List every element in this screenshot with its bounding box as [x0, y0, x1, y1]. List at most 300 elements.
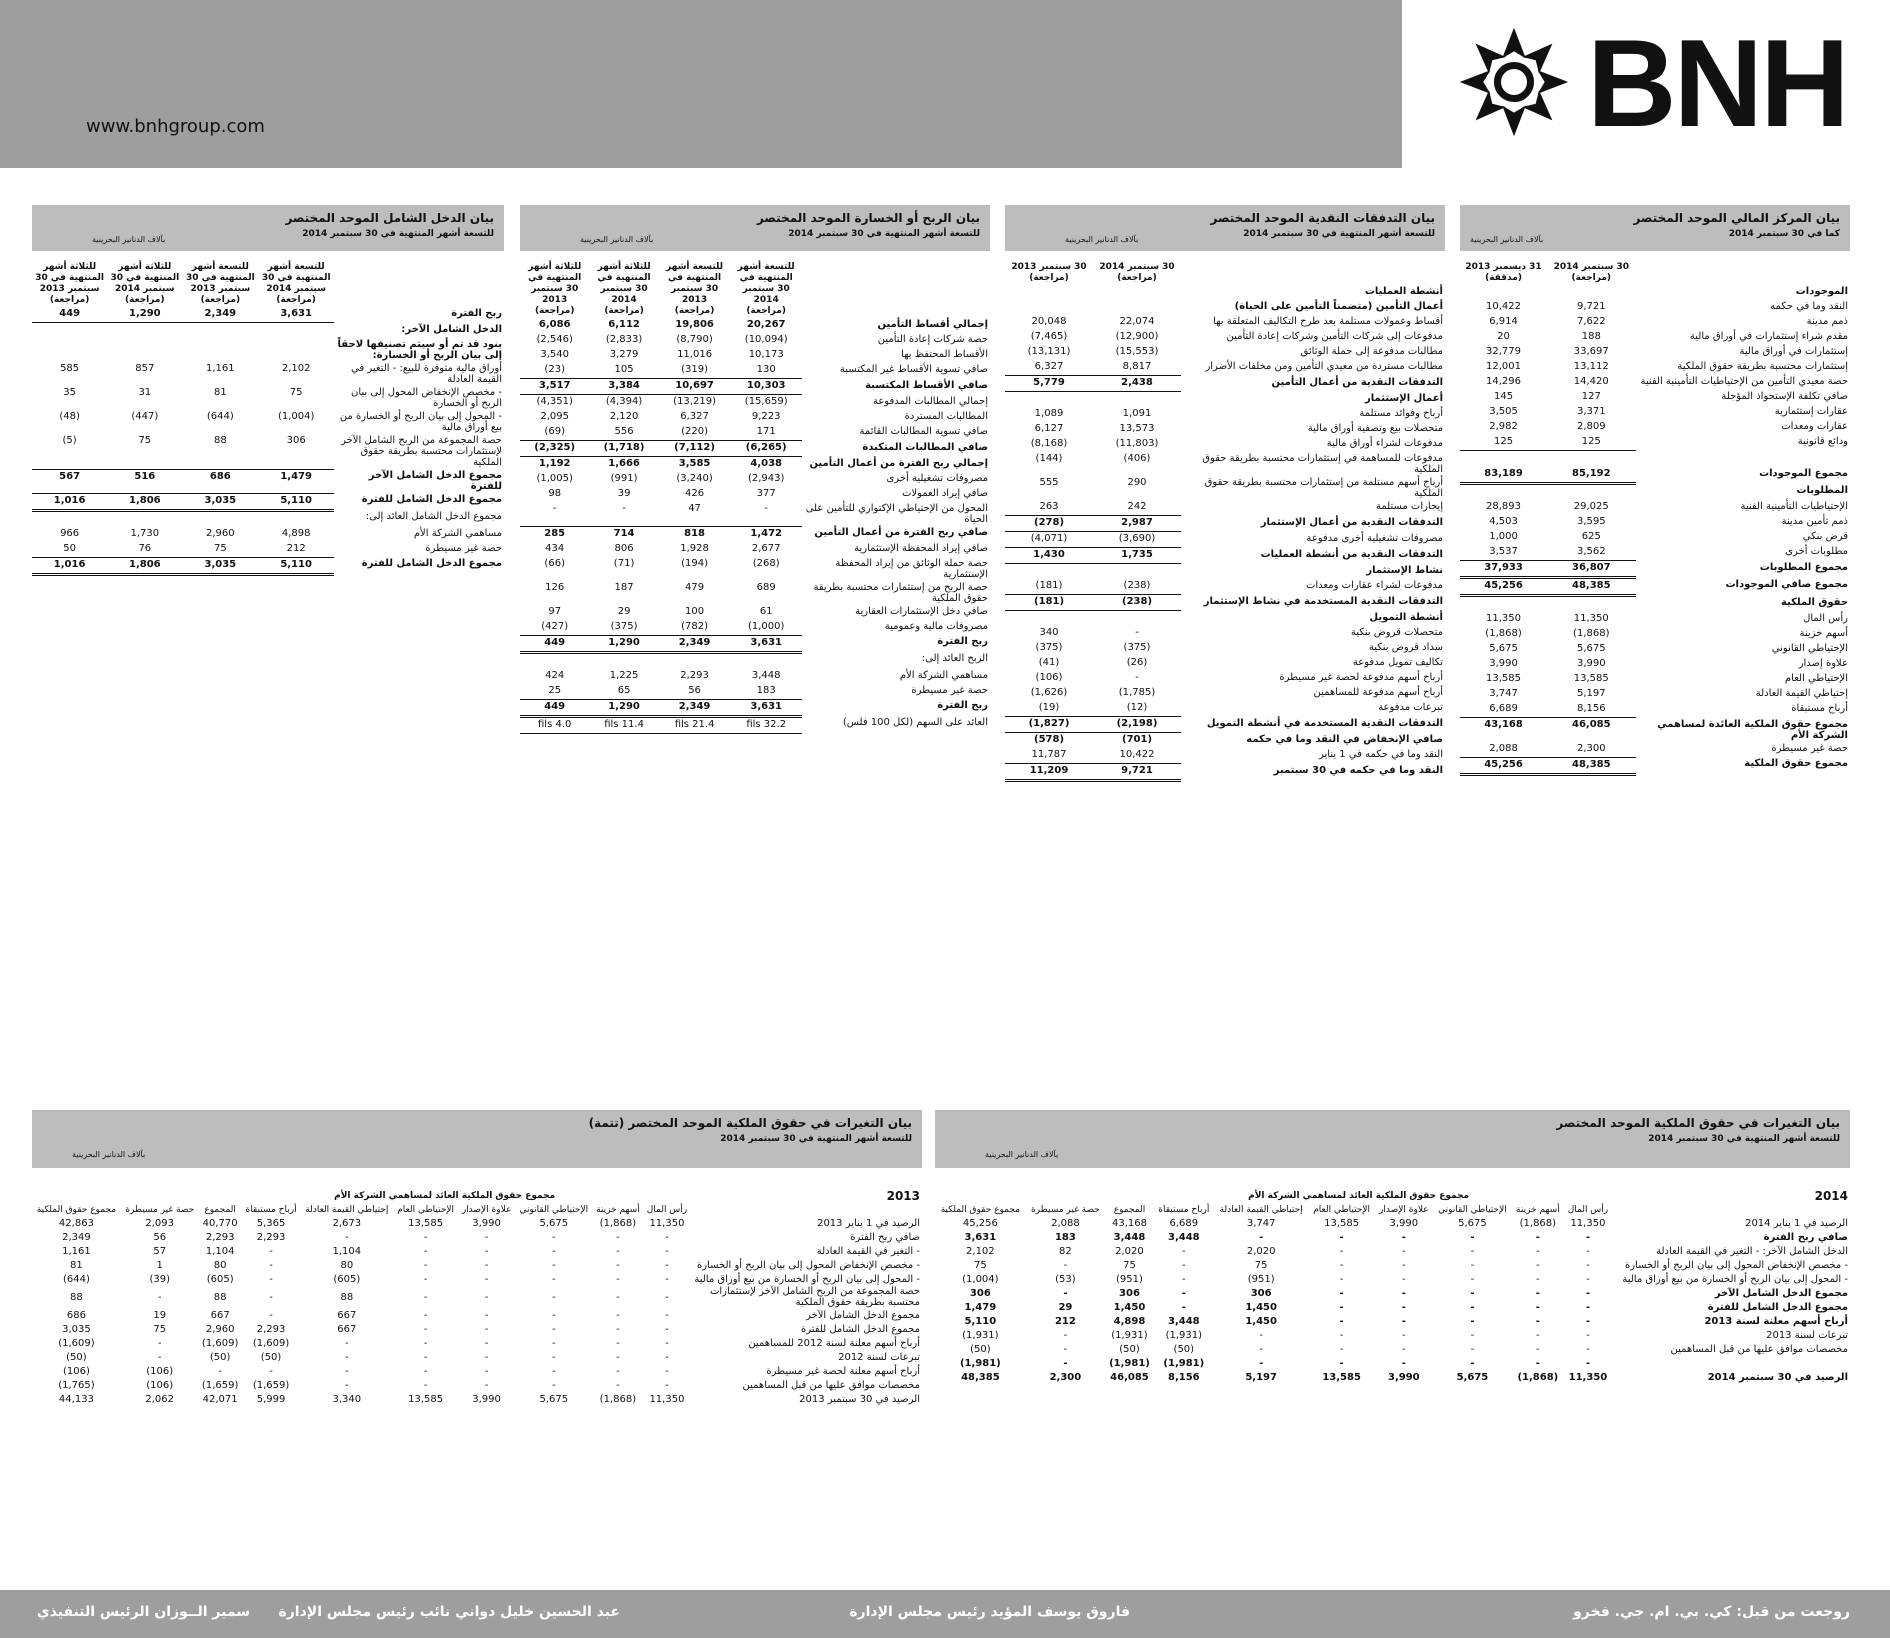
cell-value: 65 [589, 684, 658, 700]
cell-value: - [665, 1231, 669, 1243]
cell-value: - [1339, 1301, 1344, 1313]
cell-value: 82 [1059, 1245, 1072, 1257]
row-label: مجموع الدخل الشامل الآخر [806, 1309, 920, 1321]
row-label: قرض بنكي [1802, 531, 1848, 542]
cell-value [1547, 484, 1635, 501]
col-header: للثلاثة أشهر المنتهية في 30 سبتمبر 2014 (مراجعة) [110, 262, 180, 305]
cell-value: (4,071) [1005, 532, 1093, 548]
row-label: مدفوعات إلى شركات التأمين وشركات إعادة التأمين [1226, 331, 1443, 342]
cell-value: - [730, 502, 802, 526]
column-header: مجموع حقوق الملكية [36, 1205, 117, 1215]
cell-value: - [269, 1259, 273, 1271]
cell-value [1005, 611, 1093, 627]
cell-value: - [1339, 1329, 1344, 1341]
cell-value: 11,350 [1486, 613, 1522, 624]
table-row [520, 652, 990, 669]
row-label: مجموع الدخل الشامل الآخر [1714, 1287, 1848, 1299]
cell-value: 2,293 [256, 1323, 286, 1335]
cell-value: - [1135, 627, 1139, 638]
cell-value: 10,173 [748, 349, 784, 360]
cell-value: 426 [685, 488, 705, 499]
cell-value: 3,537 [1460, 545, 1547, 561]
cell-value: 555 [1039, 477, 1059, 488]
cell-value: 1,666 [608, 458, 640, 469]
group-header: مجموع حقوق الملكية العائد لمساهمي الشركة الأم [1248, 1191, 1470, 1201]
row-label: صافي دخل الإستثمارات العقارية [855, 605, 988, 617]
table-row [1005, 717, 1445, 733]
cell-value: 2,088 [1460, 742, 1547, 758]
row-label: حصة معيدي التأمين من الإحتياطيات التأمينية الفنية [1640, 376, 1848, 387]
cell-value: 1,735 [1093, 548, 1181, 564]
cell-value: (1,868) [1517, 1371, 1559, 1383]
cell-value: - [484, 1309, 489, 1321]
cell-value: - [1259, 1231, 1264, 1243]
balance-sheet-header [1460, 205, 1850, 251]
row-label: مصروفات تشغيلية أخرى مدفوعة [1306, 532, 1443, 544]
cell-value: - [616, 1309, 620, 1321]
cell-value: - [1402, 1273, 1406, 1285]
cell-value [107, 510, 182, 527]
column-header: المجموع [204, 1205, 236, 1215]
cell-value: (1,981) [1109, 1357, 1150, 1369]
cell-value: 2,960 [206, 527, 235, 539]
cell-value: 88 [340, 1291, 354, 1303]
cell-value: - [1585, 1315, 1591, 1327]
cell-value: 9,223 [751, 411, 781, 422]
cell-value: 11,350 [1573, 613, 1609, 624]
table-row [32, 1364, 922, 1378]
table-row [1005, 748, 1445, 764]
cell-value: - [484, 1245, 489, 1257]
cell-value: 1,479 [258, 469, 334, 493]
cell-value: 5,110 [964, 1315, 997, 1327]
cell-value: 2,438 [1093, 376, 1181, 392]
column-header: مجموع حقوق الملكية [940, 1205, 1020, 1215]
cell-value: 567 [32, 469, 107, 493]
table-row [32, 510, 504, 527]
cell-value: - [665, 1351, 669, 1363]
cell-value: (3,240) [676, 473, 713, 484]
cell-value: 1,161 [62, 1245, 91, 1257]
row-label: مطالبات مدفوعة إلى حملة الوثائق [1300, 346, 1443, 357]
row-label: صافي إيراد العمولات [901, 488, 988, 499]
cell-value: 187 [614, 581, 634, 593]
cell-value: - [616, 1259, 620, 1271]
ceo-signature: سمير الــوزان الرئيس التنفيذي [36, 1604, 250, 1620]
col-header: للتسعة أشهر المنتهية في 30 سبتمبر 2014 (مراجعة) [261, 262, 331, 305]
cell-value: - [484, 1291, 489, 1303]
col-header: 30 سبتمبر 2013 (مراجعة) [1011, 262, 1087, 283]
cell-value [1093, 611, 1181, 627]
cell-value: - [423, 1323, 428, 1335]
profit-loss-subtitle: للتسعة أشهر المنتهية في 30 سبتمبر 2014 [788, 229, 980, 239]
cell-value: 3,540 [540, 349, 570, 360]
cell-value: 3,384 [589, 379, 658, 395]
cell-value: (782) [659, 620, 731, 636]
cell-value: (1,868) [599, 1393, 637, 1405]
cell-value: 2,293 [680, 669, 709, 681]
cell-value: 11,350 [649, 1393, 685, 1405]
cell-value: 2,120 [609, 411, 639, 422]
row-label: أرباح أسهم معلنة لسنة 2012 للمساهمين [748, 1337, 920, 1349]
row-label: ذمم تأمين مدينة [1781, 516, 1848, 527]
cell-value: (375) [589, 620, 658, 636]
cell-value: - [423, 1337, 428, 1349]
cell-value: 3,990 [1489, 658, 1518, 669]
row-label: سداد قروض بنكية [1368, 642, 1443, 653]
row-label: إيجارات مستلمة [1375, 501, 1443, 512]
table-row [520, 716, 990, 733]
cell-value: - [345, 1231, 349, 1243]
cell-value: (644) [206, 411, 234, 422]
row-label: - المحول إلى بيان الربح أو الخسارة من بيع أوراق مالية [694, 1273, 920, 1285]
row-label: الموجودات [1795, 286, 1848, 297]
cell-value: 242 [1093, 500, 1181, 516]
cell-value: (8,790) [676, 334, 713, 345]
cell-value: 585 [60, 363, 80, 374]
cell-value: (2,546) [536, 334, 573, 345]
cell-value: 8,156 [1547, 702, 1635, 718]
cell-value: 46,085 [1571, 719, 1611, 730]
column-header: أسهم خزينة [1516, 1205, 1560, 1215]
row-label: التدفقات النقدية من أعمال التأمين [1271, 376, 1443, 388]
cell-value: - [1063, 1357, 1068, 1369]
cell-value: - [1401, 1231, 1406, 1243]
row-label: مطلوبات أخرى [1785, 546, 1848, 557]
row-label: بنود قد تم أو سيتم تصنيفها لاحقاً إلى بيان الربح أو الخسارة: [337, 339, 502, 361]
cell-value: - [589, 502, 658, 526]
cell-value: - [1401, 1287, 1406, 1299]
cell-value: 2,293 [256, 1231, 286, 1243]
cell-value [182, 510, 258, 527]
cell-value: 125 [1460, 435, 1547, 451]
table-row [520, 318, 990, 333]
cell-value: (1,931) [1111, 1329, 1148, 1341]
table-row [520, 502, 990, 526]
col-header: 30 سبتمبر 2014 (مراجعة) [1099, 262, 1175, 283]
cell-value: - [1063, 1329, 1068, 1341]
balance-sheet-subtitle: كما في 30 سبتمبر 2014 [1728, 229, 1840, 239]
cell-value: (1,004) [277, 411, 315, 422]
cell-value [1460, 451, 1547, 468]
cell-value: - [1181, 1287, 1186, 1299]
table-row [1460, 451, 1850, 468]
cell-value: (106) [62, 1365, 90, 1377]
cell-value: (427) [520, 620, 589, 636]
cell-value: (951) [1116, 1273, 1143, 1285]
cell-value: 19,806 [675, 319, 714, 330]
row-label: مدفوعات لشراء أوراق مالية [1326, 438, 1443, 449]
cell-value: - [665, 1365, 669, 1377]
cell-value: 516 [107, 469, 182, 493]
cell-value: 3,990 [1389, 1217, 1419, 1229]
bnh-logo [1455, 15, 1875, 153]
column-header: أسهم خزينة [596, 1205, 640, 1215]
cell-value: - [616, 1323, 620, 1335]
table-row [520, 620, 990, 636]
row-label: صافي ربح الفترة [1763, 1231, 1848, 1243]
equity-subtitle: للتسعة أشهر المنتهية في 30 سبتمبر 2014 [720, 1134, 912, 1144]
row-label: الرصيد في 30 سبتمبر 2014 [1707, 1371, 1848, 1383]
row-label: حصة المجموعة من الربح الشامل الآخر لإستثمارات محتسبة بطريقة حقوق الملكية [709, 1286, 920, 1308]
table-row [1460, 561, 1850, 578]
cell-value: 75 [153, 1323, 167, 1335]
equity-2013-table [32, 1188, 922, 1406]
table-row [1005, 500, 1445, 516]
cell-value [520, 652, 589, 669]
cell-value: 3,340 [332, 1393, 362, 1405]
cell-value: 4,898 [1113, 1315, 1146, 1327]
cell-value [1093, 564, 1181, 580]
cell-value: 4,898 [281, 527, 311, 539]
row-label: تبرعات مدفوعة [1378, 702, 1443, 713]
website-url[interactable]: www.bnhgroup.com [86, 116, 265, 137]
cell-value: 13,585 [1486, 673, 1522, 684]
table-row [32, 1322, 922, 1336]
table-row [520, 457, 990, 473]
row-label: متحصلات بيع وتصفية أوراق مالية [1307, 423, 1443, 434]
cell-value: - [551, 1245, 556, 1257]
row-label: مجموع حقوق الملكية العائدة لمساهمي الشركة الأم [1657, 718, 1848, 741]
cell-value: (1,827) [1005, 717, 1093, 733]
cell-value [1547, 596, 1635, 613]
cell-value: (1,659) [252, 1379, 290, 1391]
row-label: أرباح وفوائد مستلمة [1359, 408, 1443, 419]
cell-value: 88 [182, 434, 258, 469]
cell-value: - [1586, 1245, 1590, 1257]
cell-value: - [1339, 1273, 1344, 1285]
cell-value: (15,659) [744, 396, 788, 407]
row-label: صافي تسوية الأقساط غير المكتسبة [839, 364, 988, 375]
cell-value: 2,809 [1576, 421, 1606, 432]
cell-value: 39 [617, 488, 631, 499]
cell-value: - [1585, 1357, 1591, 1369]
row-label: التدفقات النقدية من أنشطة العمليات [1260, 548, 1443, 560]
cell-value [182, 338, 258, 362]
table-row [1460, 742, 1850, 758]
cell-value: 11,350 [1568, 1371, 1608, 1383]
cell-value: - [269, 1245, 273, 1257]
row-label: التدفقات النقدية المستخدمة في أنشطة التمويل [1206, 717, 1443, 729]
cell-value: - [1470, 1357, 1475, 1369]
cell-value: 1,290 [589, 699, 658, 716]
table-row [1005, 422, 1445, 437]
cell-value: (1,005) [536, 473, 573, 484]
cell-value: 14,420 [1573, 376, 1609, 387]
table-row [1460, 285, 1850, 300]
cell-value: - [1401, 1315, 1406, 1327]
cell-value: 3,517 [520, 379, 589, 395]
col-header: للتسعة أشهر المنتهية في 30 سبتمبر 2013 (مراجعة) [666, 262, 724, 316]
cell-value: 31 [138, 387, 152, 398]
cell-value: 4.0 fils [520, 716, 589, 733]
cell-value: - [1339, 1231, 1344, 1243]
table-row [1005, 315, 1445, 330]
cell-value: 3,279 [609, 349, 639, 360]
row-label: الربح العائد إلى: [921, 653, 988, 664]
table-row [935, 1258, 1850, 1272]
cell-value: (50) [209, 1351, 231, 1363]
cell-value: - [1536, 1245, 1540, 1257]
table-row [32, 1392, 922, 1406]
cell-value: - [484, 1259, 489, 1271]
cell-value [1005, 392, 1093, 408]
cell-value: 3,990 [1387, 1371, 1420, 1383]
cell-value: 306 [1250, 1287, 1272, 1299]
table-row [520, 348, 990, 363]
table-row [1005, 452, 1445, 476]
cell-value: 306 [969, 1287, 991, 1299]
cell-value: (181) [1005, 595, 1093, 611]
cell-value: 556 [589, 425, 658, 441]
cell-value: (1,609) [58, 1337, 95, 1349]
table-row [32, 1286, 922, 1308]
cell-value: - [551, 1273, 556, 1285]
cell-value: - [1586, 1259, 1590, 1271]
row-label: مساهمي الشركة الأم [899, 669, 988, 681]
cell-value: 2,020 [1246, 1245, 1276, 1257]
unit-label: بآلاف الدنانير البحرينية [985, 1150, 1059, 1159]
cell-value: 29 [617, 605, 631, 617]
cell-value: - [1182, 1259, 1186, 1271]
table-row [1005, 330, 1445, 345]
table-row [520, 526, 990, 542]
chairman-signature: فاروق يوسف المؤيد رئيس مجلس الإدارة [849, 1604, 1130, 1620]
table-row [1460, 545, 1850, 561]
equity-header-continued [32, 1110, 922, 1168]
table-row [32, 1258, 922, 1272]
cell-value: - [1470, 1273, 1475, 1285]
row-label: حصة غير مسيطرة [425, 542, 502, 554]
row-label: مصروفات مالية وعمومية [884, 620, 988, 632]
cell-value: - [551, 1231, 556, 1243]
cell-value: (951) [1247, 1273, 1275, 1285]
row-label: أرباح أسهم معلنة لسنة 2013 [1704, 1315, 1848, 1327]
cell-value: - [1339, 1245, 1344, 1257]
row-label: - مخصص الإنخفاض المحول إلى بيان الربح أو الخسارة [696, 1259, 920, 1271]
cell-value: - [1182, 1273, 1186, 1285]
cell-value: - [551, 1379, 556, 1391]
cell-value: 1,016 [32, 493, 107, 510]
cell-value [107, 338, 182, 362]
cell-value: 2,102 [281, 363, 311, 374]
row-label: ربح الفترة [937, 636, 988, 647]
cell-value: (71) [613, 557, 635, 569]
row-label: مجموع حقوق الملكية [1744, 758, 1848, 769]
cell-value: 5,675 [1456, 1371, 1489, 1383]
cell-value: 48,385 [1547, 578, 1635, 596]
logo-wordmark: BNH [1587, 15, 1847, 153]
unit-label: بآلاف الدنانير البحرينية [92, 235, 166, 244]
row-label: النقد وما في حكمه في 1 يناير [1318, 749, 1443, 760]
cell-value: 28,893 [1486, 501, 1522, 512]
cell-value: - [423, 1245, 428, 1257]
table-row [1005, 548, 1445, 564]
comprehensive-income-header [32, 205, 504, 251]
row-label: أنشطة التمويل [1369, 611, 1443, 623]
table-row [520, 542, 990, 557]
cell-value [258, 510, 334, 527]
cell-value: - [1470, 1301, 1475, 1313]
cell-value: 689 [756, 581, 776, 593]
row-label: مصروفات تشغيلية أخرى [886, 473, 988, 484]
cell-value: 97 [548, 605, 562, 617]
cell-value: 479 [685, 581, 705, 593]
cell-value: (1,931) [962, 1329, 999, 1341]
cell-value: 2,982 [1489, 421, 1518, 432]
cell-value: (2,198) [1093, 717, 1181, 733]
cell-value [1005, 300, 1093, 315]
table-row [1005, 595, 1445, 611]
row-label: إجمالي أقساط التأمين [877, 319, 988, 330]
table-row [1460, 467, 1850, 484]
cell-value: - [1181, 1301, 1186, 1313]
table-row [1005, 476, 1445, 500]
table-row [32, 1216, 922, 1230]
cell-value: - [269, 1273, 273, 1285]
balance-sheet-section [1460, 205, 1850, 1085]
comprehensive-income-table [32, 261, 504, 576]
cell-value: - [665, 1259, 669, 1271]
cell-value: - [423, 1365, 428, 1377]
cell-value: - [1402, 1329, 1406, 1341]
table-row [1460, 390, 1850, 405]
row-label: إجمالي المطالبات المدفوعة [872, 395, 988, 407]
cell-value: (4,351) [536, 396, 573, 407]
comprehensive-income-title: بيان الدخل الشامل الموحد المختصر [285, 211, 494, 225]
cell-value: - [616, 1351, 620, 1363]
table-row [1005, 360, 1445, 376]
cell-value: 5,197 [1245, 1371, 1277, 1383]
table-row [32, 527, 504, 542]
cell-value: (3,690) [1093, 532, 1181, 548]
cell-value: 2,349 [182, 307, 258, 323]
cell-value: (39) [149, 1273, 170, 1285]
row-label: صافي تسوية المطالبات القائمة [859, 426, 988, 437]
table-row [1460, 360, 1850, 375]
cell-value: - [423, 1351, 428, 1363]
cell-value: 37,933 [1460, 561, 1547, 578]
cell-value: 434 [545, 542, 565, 554]
cell-value: - [157, 1337, 162, 1349]
cell-value: - [616, 1291, 620, 1303]
table-row [1460, 578, 1850, 596]
row-label: الرصيد في 30 سبتمبر 2013 [799, 1393, 920, 1405]
table-row [32, 469, 504, 493]
cell-value: 80 [340, 1259, 354, 1271]
column-header: أرباح مستبقاة [1158, 1205, 1210, 1215]
cell-value: 3,448 [1113, 1231, 1146, 1243]
table-row [1005, 764, 1445, 781]
row-label: ربح الفترة [937, 700, 988, 711]
cell-value: - [1063, 1343, 1068, 1355]
cell-value: 11,787 [1005, 748, 1093, 764]
row-label: الرصيد في 1 يناير 2014 [1745, 1217, 1848, 1229]
cell-value: - [520, 502, 589, 526]
cell-value: (2,833) [605, 334, 643, 345]
column-header: حصة غير مسيطرة [1030, 1205, 1100, 1215]
cell-value: 3,371 [1576, 406, 1606, 417]
table-row [1005, 437, 1445, 452]
row-label: الرصيد في 1 يناير 2013 [817, 1217, 920, 1229]
cell-value: - [218, 1365, 222, 1377]
cell-value: 20,267 [746, 319, 786, 330]
cell-value: 2,300 [1547, 742, 1635, 758]
cell-value: 29 [1058, 1301, 1073, 1313]
table-row [32, 542, 504, 558]
row-label: صافي ربح الفترة [850, 1231, 920, 1243]
row-label: حقوق الملكية [1780, 596, 1848, 608]
